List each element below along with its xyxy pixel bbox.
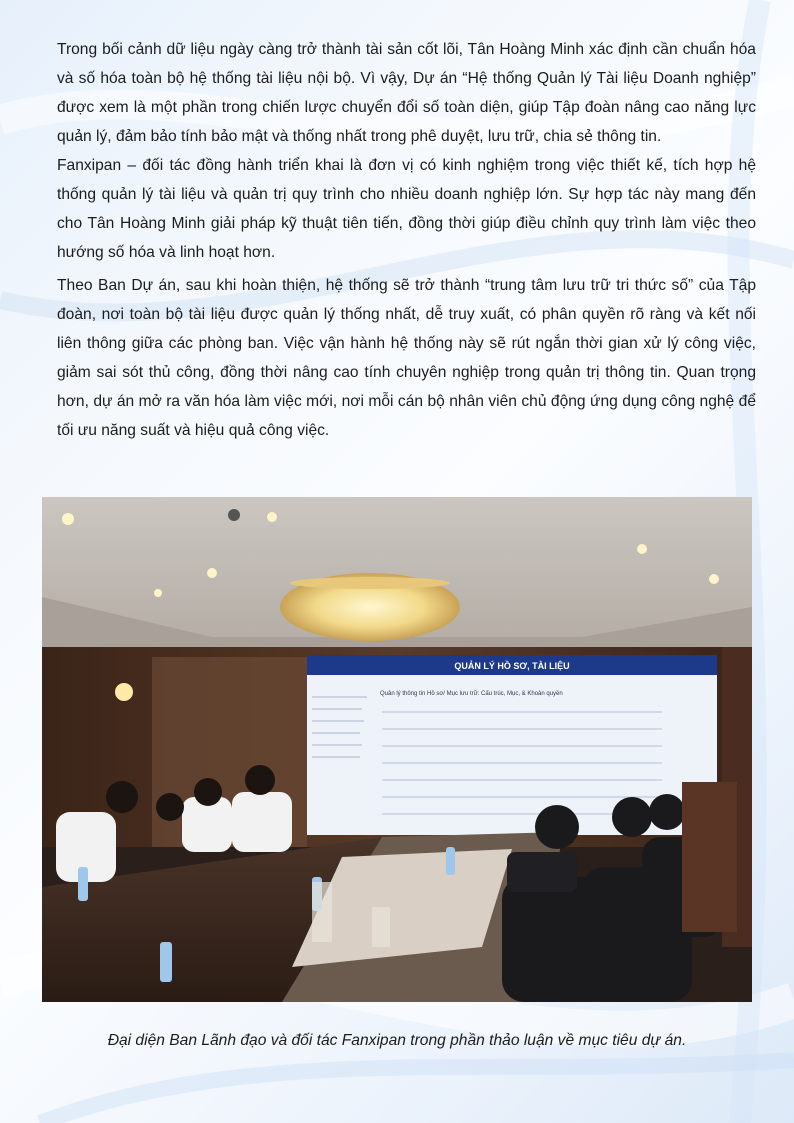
- paragraph-1: Trong bối cảnh dữ liệu ngày càng trở thành tài sản cốt lõi, Tân Hoàng Minh xác định cần chuẩn hóa và số hóa toàn bộ hệ thống tài liệu nội bộ. Vì vậy, Dự án “Hệ thống Quản lý Tài liệu Doanh nghiệp” được xem là một phần trong chiến lược chuyển đổi số toàn diện, giúp Tập đoàn nâng cao năng lực quản lý, đảm bảo tính bảo mật và thống nhất trong phê duyệt, lưu trữ, chia sẻ thông tin.: [57, 41, 756, 145]
- paragraph-3: Theo Ban Dự án, sau khi hoàn thiện, hệ thống sẽ trở thành “trung tâm lưu trữ tri thức số” của Tập đoàn, nơi toàn bộ tài liệu được quản lý thống nhất, dễ truy xuất, có phân quyền rõ ràng và kết nối liên thông giữa các phòng ban. Việc vận hành hệ thống này sẽ rút ngắn thời gian xử lý công việc, giảm sai sót thủ công, đồng thời nâng cao tính chuyên nghiệp trong quản trị thông tin. Quan trọng hơn, dự án mở ra văn hóa làm việc mới, nơi mỗi cán bộ nhân viên chủ động ứng dụng công nghệ để tối ưu năng suất và hiệu quả công việc.: [57, 277, 756, 439]
- screen-subtitle: Quản lý thông tin Hồ sơ/ Mục lưu trữ: Cấu trúc, Mục, & Khoản quyền: [380, 691, 563, 697]
- paragraph-2: Fanxipan – đối tác đồng hành triển khai là đơn vị có kinh nghiệm trong việc thiết kế, tích hợp hệ thống quản lý tài liệu và quản trị quy trình cho nhiều doanh nghiệp lớn. Sự hợp tác này mang đến cho Tân Hoàng Minh giải pháp kỹ thuật tiên tiến, đồng thời giúp điều chỉnh quy trình làm việc theo hướng số hóa và linh hoạt hơn.: [57, 157, 756, 261]
- screen-title: QUẢN LÝ HỒ SƠ, TÀI LIỆU: [454, 661, 570, 671]
- photo-caption: Đại diện Ban Lãnh đạo và đối tác Fanxipan trong phần thảo luận về mục tiêu dự án.: [107, 1032, 687, 1049]
- article-body: [57, 35, 756, 445]
- meeting-photo: [42, 497, 752, 1002]
